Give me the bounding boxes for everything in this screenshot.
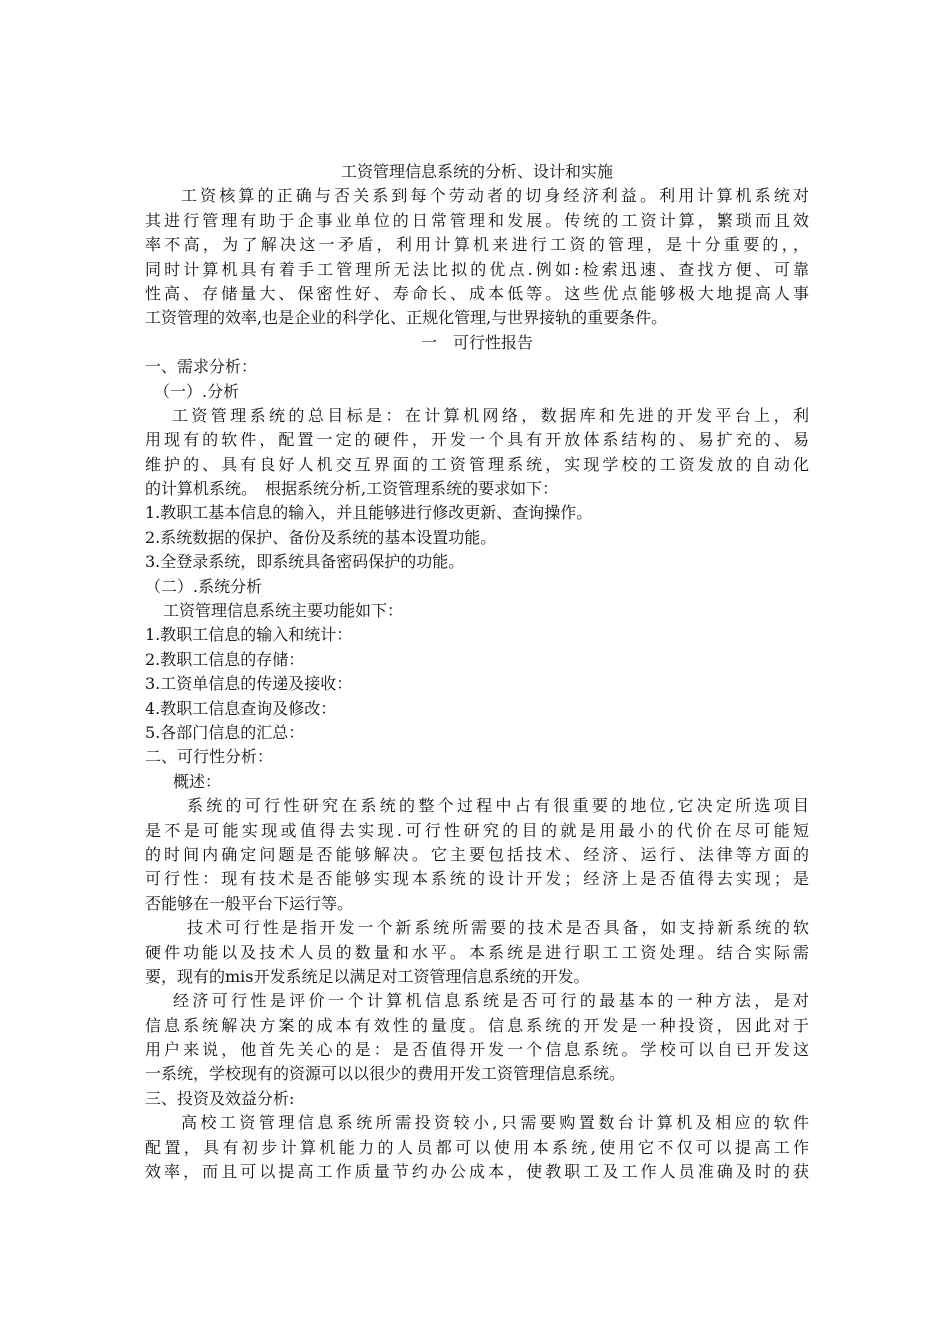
section-heading: 二、可行性分析： <box>145 747 274 767</box>
overview-paragraph <box>145 794 809 916</box>
list-item: 2.教职工信息的存储： <box>145 649 305 669</box>
investment-paragraph <box>145 1111 809 1184</box>
document-page <box>145 160 809 1184</box>
text-line: 工资核算的正确与否关系到每个劳动者的切身经济利益。利用计算机系统对 <box>181 186 809 206</box>
list-item: 1.教职工信息的输入和统计： <box>145 625 353 645</box>
text-line: 用户来说，他首先关心的是：是否值得开发一个信息系统。学校可以自已开发这 <box>145 1040 809 1060</box>
list-item: 3.全登录系统，即系统具备密码保护的功能。 <box>145 552 465 572</box>
text-line: 其进行管理有助于企事业单位的日常管理和发展。传统的工资计算，繁琐而且效 <box>145 210 809 230</box>
text-line: 信息系统解决方案的成本有效性的量度。信息系统的开发是一种投资，因此对于 <box>145 1015 809 1035</box>
overview-label: 概述： <box>173 771 222 791</box>
chapter-heading: 一 可行性报告 <box>420 332 533 352</box>
text-line: 性高、存储量大、保密性好、寿命长、成本低等。这些优点能够极大地提高人事 <box>145 283 809 303</box>
intro-paragraph <box>145 184 809 330</box>
section-heading: 一、需求分析： <box>145 357 258 377</box>
text-line: 否能够在一般平台下运行等。 <box>145 893 354 913</box>
economic-paragraph <box>145 989 809 1087</box>
text-line: 工资管理系统的总目标是：在计算机网络，数据库和先进的开发平台上，利 <box>172 405 809 425</box>
list-item: 1.教职工基本信息的输入，并且能够进行修改更新、查询操作。 <box>145 503 593 523</box>
text-line: 经济可行性是评价一个计算机信息系统是否可行的最基本的一种方法，是对 <box>173 991 809 1011</box>
functions-list <box>145 623 809 745</box>
text-line: 一系统，学校现有的资源可以以很少的费用开发工资管理信息系统。 <box>145 1064 626 1084</box>
text-line: 的计算机系统。 根据系统分析,工资管理系统的要求如下： <box>145 479 559 499</box>
text-line: 同时计算机具有着手工管理所无法比拟的优点.例如:检索迅速、查找方便、可靠 <box>145 259 809 279</box>
text-line: 技术可行性是指开发一个新系统所需要的技术是否具备，如支持新系统的软 <box>187 918 809 938</box>
text-line: 是不是可能实现或值得去实现.可行性研究的目的就是用最小的代价在尽可能短 <box>145 820 809 840</box>
list-item: 3.工资单信息的传递及接收： <box>145 674 353 694</box>
list-item: 5.各部门信息的汇总： <box>145 722 305 742</box>
document-title: 工资管理信息系统的分析、设计和实施 <box>340 162 613 181</box>
text-line: 维护的、具有良好人机交互界面的工资管理系统，实现学校的工资发放的自动化 <box>145 454 809 474</box>
section-heading: 三、投资及效益分析: <box>145 1088 295 1108</box>
text-line: 效率，而且可以提高工作质量节约办公成本，使教职工及工作人员准确及时的获 <box>145 1162 809 1182</box>
list-item: 2.系统数据的保护、备份及系统的基本设置功能。 <box>145 527 497 547</box>
text-line: 系统的可行性研究在系统的整个过程中占有很重要的地位,它决定所选项目 <box>187 796 809 816</box>
requirements-list <box>145 501 809 574</box>
text-line: 高校工资管理信息系统所需投资较小,只需要购置数台计算机及相应的软件 <box>181 1113 809 1133</box>
technical-paragraph <box>145 916 809 989</box>
subsection-heading: （一）.分析 <box>154 381 240 401</box>
text-line: 配置，具有初步计算机能力的人员都可以使用本系统,使用它不仅可以提高工作 <box>145 1137 809 1157</box>
list-item: 4.教职工信息查询及修改： <box>145 698 337 718</box>
subsection-heading: （二）.系统分析 <box>145 576 263 596</box>
text-line: 工资管理的效率,也是企业的科学化、正规化管理,与世界接轨的重要条件。 <box>145 308 668 328</box>
text-line: 率不高，为了解决这一矛盾，利用计算机来进行工资的管理，是十分重要的，， <box>145 235 809 255</box>
goal-paragraph <box>145 404 809 502</box>
text-line: 要，现有的mis开发系统足以满足对工资管理信息系统的开发。 <box>145 966 590 986</box>
text-line: 可行性：现有技术是否能够实现本系统的设计开发；经济上是否值得去实现；是 <box>145 869 809 889</box>
text-line: 硬件功能以及技术人员的数量和水平。本系统是进行职工工资处理。结合实际需 <box>145 942 809 962</box>
functions-intro: 工资管理信息系统主要功能如下： <box>163 601 404 621</box>
text-line: 用现有的软件，配置一定的硬件，开发一个具有开放体系结构的、易扩充的、易 <box>145 430 809 450</box>
text-line: 的时间内确定问题是否能够解决。它主要包括技术、经济、运行、法律等方面的 <box>145 844 809 864</box>
